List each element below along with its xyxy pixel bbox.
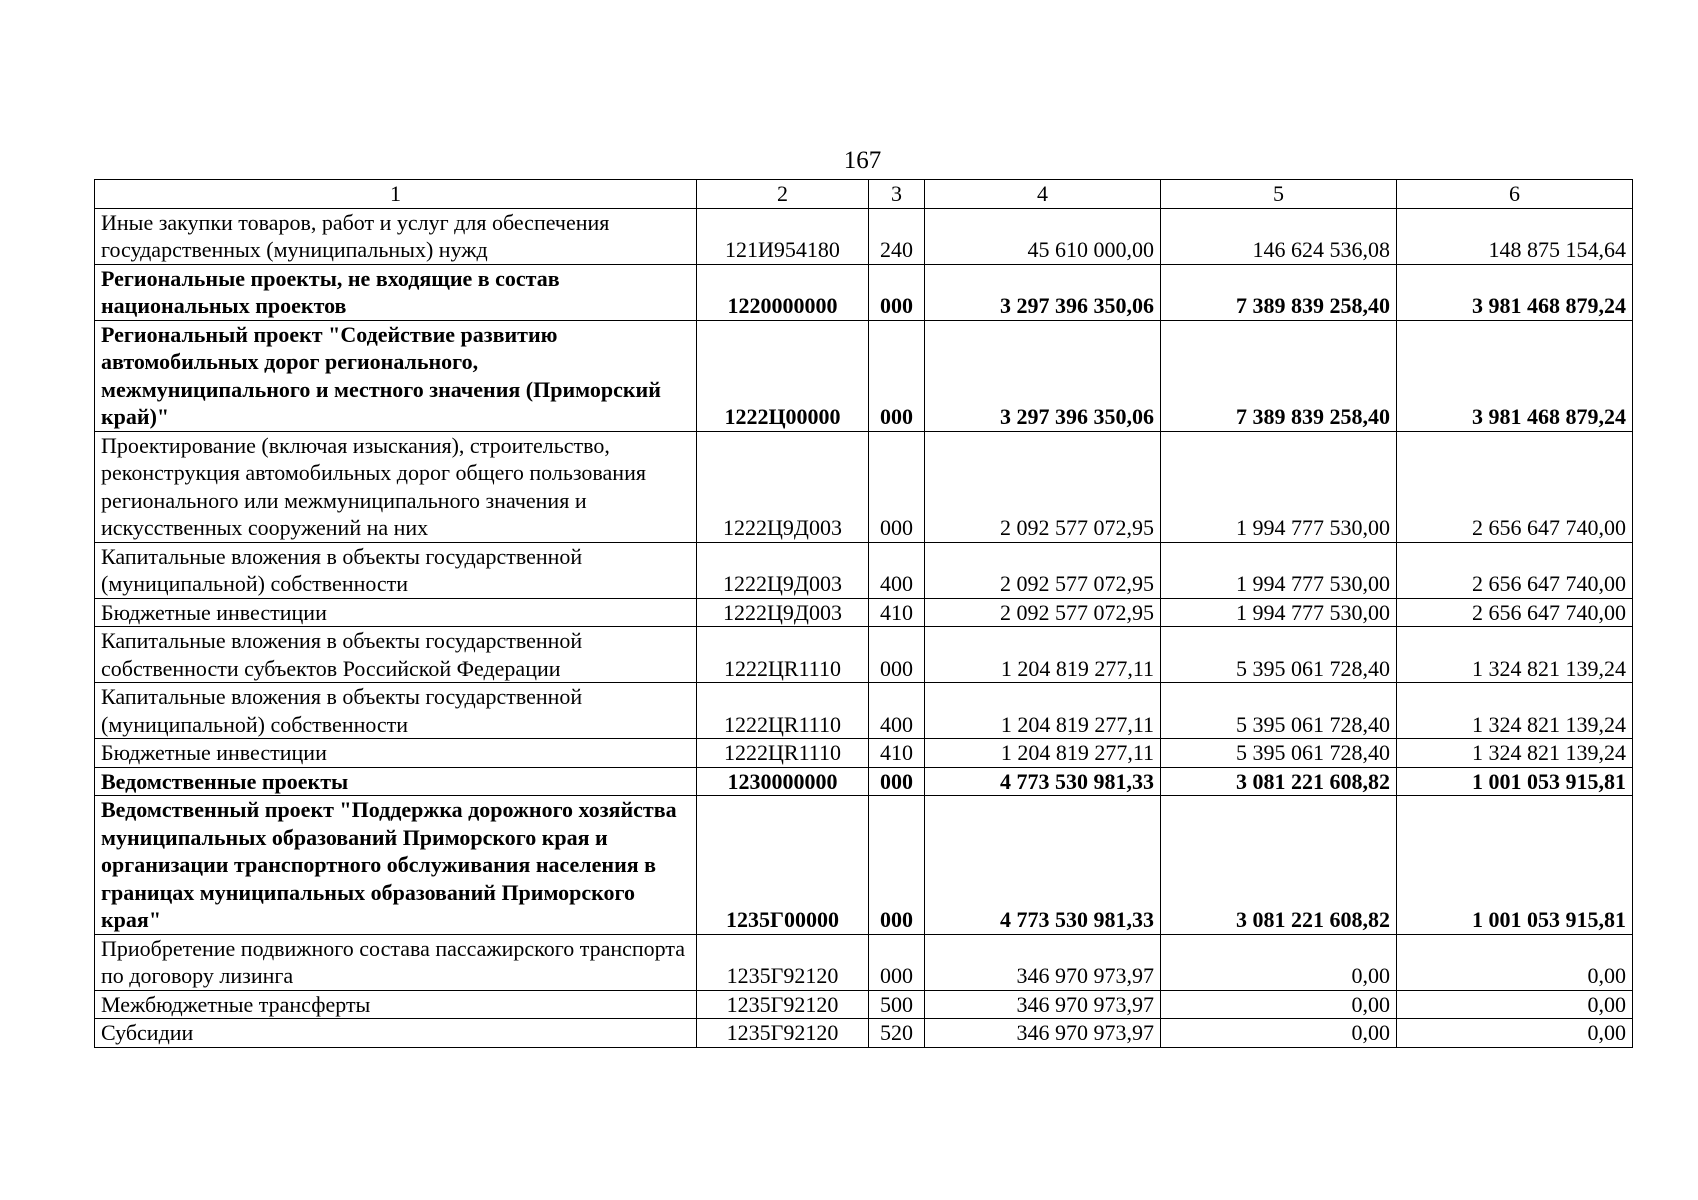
column-header: 6 bbox=[1397, 180, 1633, 209]
row-amount-col5: 1 994 777 530,00 bbox=[1161, 598, 1397, 627]
table-body bbox=[95, 208, 1633, 1047]
row-name: Ведомственный проект "Поддержка дорожного хозяйства муниципальных образований Приморского края и организации транспортного обслуживания населения в границах муниципальных образований Приморского края" bbox=[95, 796, 697, 935]
row-amount-col6: 2 656 647 740,00 bbox=[1397, 431, 1633, 542]
row-expense-type: 240 bbox=[869, 208, 925, 264]
row-expense-type: 410 bbox=[869, 598, 925, 627]
row-name: Бюджетные инвестиции bbox=[95, 739, 697, 768]
row-code: 1220000000 bbox=[697, 264, 869, 320]
row-code: 1235Г92120 bbox=[697, 934, 869, 990]
table-row bbox=[95, 627, 1633, 683]
row-amount-col4: 45 610 000,00 bbox=[925, 208, 1161, 264]
row-expense-type: 000 bbox=[869, 431, 925, 542]
column-header: 5 bbox=[1161, 180, 1397, 209]
row-name: Субсидии bbox=[95, 1019, 697, 1048]
row-name: Капитальные вложения в объекты государственной (муниципальной) собственности bbox=[95, 542, 697, 598]
row-amount-col5: 1 994 777 530,00 bbox=[1161, 431, 1397, 542]
row-name: Межбюджетные трансферты bbox=[95, 990, 697, 1019]
row-expense-type: 500 bbox=[869, 990, 925, 1019]
row-name: Бюджетные инвестиции bbox=[95, 598, 697, 627]
row-amount-col4: 1 204 819 277,11 bbox=[925, 683, 1161, 739]
row-name: Капитальные вложения в объекты государственной собственности субъектов Российской Федерации bbox=[95, 627, 697, 683]
budget-table bbox=[94, 179, 1633, 1048]
row-amount-col4: 346 970 973,97 bbox=[925, 990, 1161, 1019]
column-header: 1 bbox=[95, 180, 697, 209]
row-code: 121И954180 bbox=[697, 208, 869, 264]
row-amount-col4: 4 773 530 981,33 bbox=[925, 767, 1161, 796]
row-expense-type: 000 bbox=[869, 796, 925, 935]
row-amount-col5: 0,00 bbox=[1161, 1019, 1397, 1048]
row-amount-col6: 1 324 821 139,24 bbox=[1397, 627, 1633, 683]
row-name: Проектирование (включая изыскания), строительство, реконструкция автомобильных дорог общего пользования регионального или межмуниципального значения и искусственных сооружений на них bbox=[95, 431, 697, 542]
row-amount-col4: 3 297 396 350,06 bbox=[925, 264, 1161, 320]
row-amount-col5: 7 389 839 258,40 bbox=[1161, 264, 1397, 320]
row-amount-col6: 148 875 154,64 bbox=[1397, 208, 1633, 264]
row-amount-col6: 1 001 053 915,81 bbox=[1397, 796, 1633, 935]
row-amount-col6: 1 001 053 915,81 bbox=[1397, 767, 1633, 796]
row-amount-col4: 2 092 577 072,95 bbox=[925, 431, 1161, 542]
row-amount-col4: 346 970 973,97 bbox=[925, 1019, 1161, 1048]
table-row bbox=[95, 796, 1633, 935]
row-code: 1222Ц9Д003 bbox=[697, 431, 869, 542]
row-amount-col4: 4 773 530 981,33 bbox=[925, 796, 1161, 935]
table-row bbox=[95, 934, 1633, 990]
table-row bbox=[95, 320, 1633, 431]
table-row bbox=[95, 990, 1633, 1019]
row-expense-type: 400 bbox=[869, 683, 925, 739]
row-expense-type: 000 bbox=[869, 627, 925, 683]
row-name: Приобретение подвижного состава пассажирского транспорта по договору лизинга bbox=[95, 934, 697, 990]
column-header: 3 bbox=[869, 180, 925, 209]
row-amount-col5: 1 994 777 530,00 bbox=[1161, 542, 1397, 598]
table-row bbox=[95, 208, 1633, 264]
table-row bbox=[95, 767, 1633, 796]
row-name: Иные закупки товаров, работ и услуг для обеспечения государственных (муниципальных) нужд bbox=[95, 208, 697, 264]
row-name: Региональные проекты, не входящие в состав национальных проектов bbox=[95, 264, 697, 320]
row-amount-col4: 1 204 819 277,11 bbox=[925, 627, 1161, 683]
column-header: 4 bbox=[925, 180, 1161, 209]
page-number: 167 bbox=[843, 147, 882, 174]
row-name: Капитальные вложения в объекты государственной (муниципальной) собственности bbox=[95, 683, 697, 739]
row-code: 1230000000 bbox=[697, 767, 869, 796]
table-row bbox=[95, 1019, 1633, 1048]
row-expense-type: 520 bbox=[869, 1019, 925, 1048]
row-amount-col5: 3 081 221 608,82 bbox=[1161, 767, 1397, 796]
column-number-row bbox=[95, 180, 1633, 209]
row-amount-col5: 146 624 536,08 bbox=[1161, 208, 1397, 264]
row-code: 1235Г92120 bbox=[697, 1019, 869, 1048]
row-name: Ведомственные проекты bbox=[95, 767, 697, 796]
row-amount-col5: 5 395 061 728,40 bbox=[1161, 627, 1397, 683]
row-amount-col5: 0,00 bbox=[1161, 990, 1397, 1019]
row-expense-type: 410 bbox=[869, 739, 925, 768]
row-amount-col6: 1 324 821 139,24 bbox=[1397, 739, 1633, 768]
row-expense-type: 000 bbox=[869, 767, 925, 796]
row-amount-col4: 3 297 396 350,06 bbox=[925, 320, 1161, 431]
row-amount-col6: 1 324 821 139,24 bbox=[1397, 683, 1633, 739]
row-amount-col4: 2 092 577 072,95 bbox=[925, 598, 1161, 627]
row-code: 1222ЦR1110 bbox=[697, 627, 869, 683]
row-amount-col5: 0,00 bbox=[1161, 934, 1397, 990]
row-code: 1222Ц9Д003 bbox=[697, 598, 869, 627]
row-code: 1222ЦR1110 bbox=[697, 683, 869, 739]
table-row bbox=[95, 542, 1633, 598]
row-code: 1235Г00000 bbox=[697, 796, 869, 935]
table-row bbox=[95, 431, 1633, 542]
row-expense-type: 000 bbox=[869, 320, 925, 431]
row-code: 1222Ц9Д003 bbox=[697, 542, 869, 598]
row-expense-type: 000 bbox=[869, 934, 925, 990]
table-row bbox=[95, 739, 1633, 768]
row-code: 1222ЦR1110 bbox=[697, 739, 869, 768]
row-amount-col6: 2 656 647 740,00 bbox=[1397, 542, 1633, 598]
row-amount-col5: 7 389 839 258,40 bbox=[1161, 320, 1397, 431]
row-code: 1235Г92120 bbox=[697, 990, 869, 1019]
table-row bbox=[95, 683, 1633, 739]
row-amount-col6: 3 981 468 879,24 bbox=[1397, 264, 1633, 320]
row-expense-type: 400 bbox=[869, 542, 925, 598]
row-amount-col5: 5 395 061 728,40 bbox=[1161, 739, 1397, 768]
row-amount-col5: 3 081 221 608,82 bbox=[1161, 796, 1397, 935]
row-amount-col5: 5 395 061 728,40 bbox=[1161, 683, 1397, 739]
row-code: 1222Ц00000 bbox=[697, 320, 869, 431]
row-expense-type: 000 bbox=[869, 264, 925, 320]
row-amount-col6: 3 981 468 879,24 bbox=[1397, 320, 1633, 431]
row-amount-col4: 2 092 577 072,95 bbox=[925, 542, 1161, 598]
row-amount-col6: 0,00 bbox=[1397, 990, 1633, 1019]
row-amount-col4: 1 204 819 277,11 bbox=[925, 739, 1161, 768]
row-amount-col6: 2 656 647 740,00 bbox=[1397, 598, 1633, 627]
row-amount-col6: 0,00 bbox=[1397, 934, 1633, 990]
row-name: Региональный проект "Содействие развитию автомобильных дорог регионального, межмуниципального и местного значения (Приморский край)" bbox=[95, 320, 697, 431]
column-header: 2 bbox=[697, 180, 869, 209]
row-amount-col6: 0,00 bbox=[1397, 1019, 1633, 1048]
row-amount-col4: 346 970 973,97 bbox=[925, 934, 1161, 990]
table-row bbox=[95, 264, 1633, 320]
table-row bbox=[95, 598, 1633, 627]
